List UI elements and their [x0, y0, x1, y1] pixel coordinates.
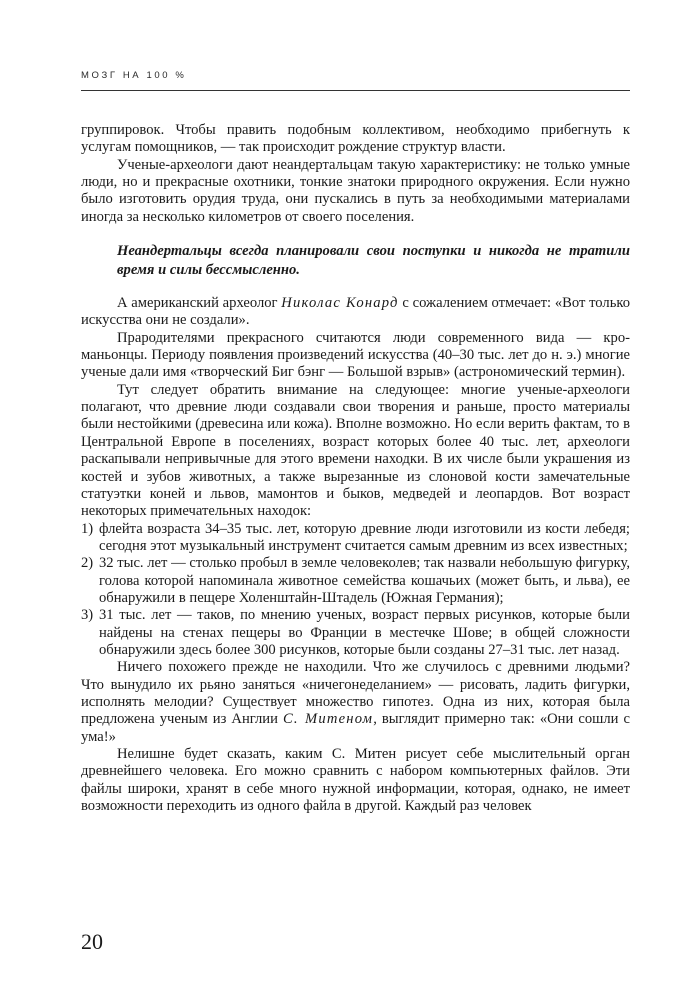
list-item [81, 555, 630, 607]
callout-quote: Неандертальцы всегда планировали свои поступки и никогда не тратили время и силы бессмысленно. [117, 243, 630, 278]
paragraph-text: Ничего похожего прежде не находили. Что же случилось с древними людьми? Что вынудило их рьяно заняться «ничегонеделанием» — рисовать, ладить фигурки, исполнять мелодии? Существует множество гипотез. Одна из них, которая была предложена ученым из Англии [81, 659, 630, 728]
paragraph: группировок. Чтобы править подобным коллективом, необходимо прибегнуть к услугам помощников, — так происходит рождение структур власти. [81, 122, 630, 156]
paragraph [81, 659, 630, 746]
list-item [81, 607, 630, 659]
paragraph: Нелишне будет сказать, каким С. Митен рисует себе мыслительный орган древнейшего человека. Его можно сравнить с набором компьютерных файлов. Эти файлы широки, хранят в себе много нужной информации, которая, однако, не имеет возможности переходить из одного файла в другой. Каждый раз человек [81, 746, 630, 815]
page-number: 20 [81, 929, 103, 954]
list-number: 3) [81, 607, 94, 624]
list-text: 31 тыс. лет — таков, по мнению ученых, возраст первых рисунков, которые были найдены на стенах пещеры во Франции в местечке Шове; в общей сложности обнаружили здесь более 300 рисунков, которые были созданы 27–31 тыс. лет назад. [99, 607, 630, 658]
person-name: Николас Конард [281, 295, 399, 312]
running-header: МОЗГ НА 100 % [81, 70, 187, 81]
person-name: С. Митеном [282, 711, 374, 728]
body-text [81, 122, 630, 815]
list-item [81, 521, 630, 556]
list-number: 1) [81, 520, 94, 537]
paragraph-text: , выглядит примерно так: «Они сошли с ума!» [81, 711, 630, 745]
paragraph-text: А американский археолог [117, 295, 282, 312]
paragraph [81, 295, 630, 330]
list-text: 32 тыс. лет — столько пробыл в земле человеколев; так назвали небольшую фигурку, голова которой напоминала животное семейства кошачьих (может быть, и льва), ее обнаружили в пещере Холенштайн-Штадель (Южная Германия); [99, 555, 630, 606]
paragraph: Тут следует обратить внимание на следующее: многие ученые-археологи полагают, что древние люди создавали свои творения и раньше, просто материалы были нестойкими (древесина или кожа). Вполне возможно. Но если верить фактам, то в Центральной Европе в поселениях, возраст которых более 40 тыс. лет, археологи раскапывали непривычные для этого времени находки. В их числе были украшения из костей и зубов животных, а также вырезанные из слоновой кости замечательные статуэтки коней и львов, мамонтов и быков, медведей и леопардов. Вот возраст некоторых примечательных находок: [81, 381, 630, 520]
list-text: флейта возраста 34–35 тыс. лет, которую древние люди изготовили из кости лебедя; сегодня этот музыкальный инструмент считается самым древним из всех известных; [99, 520, 630, 554]
list-number: 2) [81, 555, 94, 572]
paragraph-text: с сожалением отмечает: «Вот только искусства они не создали». [81, 295, 630, 329]
paragraph: Прародителями прекрасного считаются люди современного вида — кроманьонцы. Периоду появления произведений искусства (40–30 тыс. лет до н. э.) многие ученые дали имя «творческий Биг бэнг — Большой взрыв» (астрономический термин). [81, 329, 630, 381]
paragraph: Ученые-археологи дают неандертальцам такую характеристику: не только умные люди, но и прекрасные охотники, тонкие знатоки природного окружения. Если нужно было изготовить орудия труда, они пускались в путь за необходимыми материалами иногда за несколько километров от своего поселения. [81, 156, 630, 225]
header-rule [81, 90, 630, 91]
